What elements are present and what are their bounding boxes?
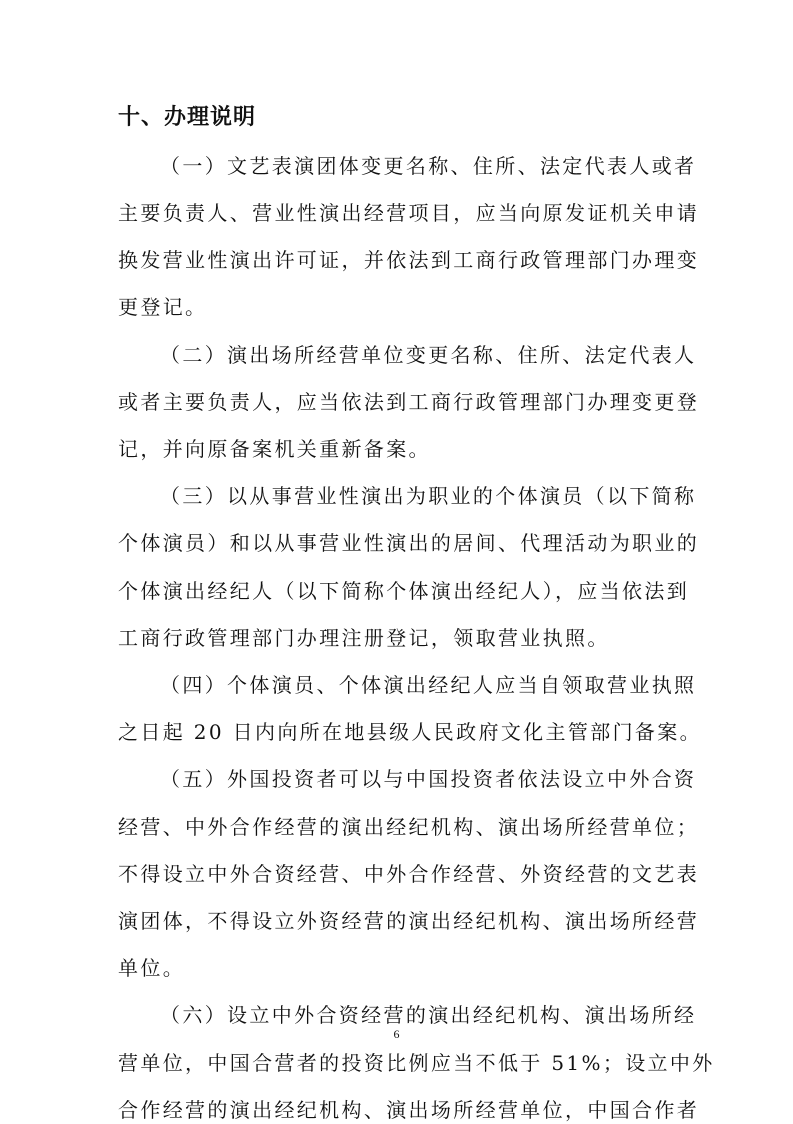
paragraph-1-line-2: 主要负责人、营业性演出经营项目，应当向原发证机关申请 (118, 201, 700, 225)
page-number: 6 (393, 1027, 400, 1041)
paragraph-5-line-1: （五）外国投资者可以与中国投资者依法设立中外合资 (160, 767, 697, 791)
paragraph-2-line-2: 或者主要负责人，应当依法到工商行政管理部门办理变更登 (118, 390, 700, 414)
paragraph-5-line-2: 经营、中外合作经营的演出经纪机构、演出场所经营单位； (118, 815, 700, 839)
paragraph-1-line-3: 换发营业性演出许可证，并依法到工商行政管理部门办理变 (118, 248, 700, 272)
paragraph-3-line-2: 个体演员）和以从事营业性演出的居间、代理活动为职业的 (118, 531, 700, 555)
paragraph-4-line-1: （四）个体演员、个体演出经纪人应当自领取营业执照 (160, 673, 697, 697)
section-heading: 十、办理说明 (118, 105, 257, 130)
paragraph-6-line-1: （六）设立中外合资经营的演出经纪机构、演出场所经 (160, 1003, 697, 1027)
paragraph-1-line-4: 更登记。 (118, 295, 208, 319)
paragraph-5-line-5: 单位。 (118, 956, 186, 980)
paragraph-4-line-2: 之日起 20 日内向所在地县级人民政府文化主管部门备案。 (118, 720, 702, 744)
paragraph-3-line-1: （三）以从事营业性演出为职业的个体演员（以下简称 (160, 484, 697, 508)
paragraph-5-line-4: 演团体，不得设立外资经营的演出经纪机构、演出场所经营 (118, 909, 700, 933)
paragraph-5-line-3: 不得设立中外合资经营、中外合作经营、外资经营的文艺表 (118, 862, 700, 886)
paragraph-2-line-3: 记，并向原备案机关重新备案。 (118, 437, 431, 461)
paragraph-6-line-3: 合作经营的演出经纪机构、演出场所经营单位，中国合作者 (118, 1098, 700, 1122)
paragraph-3-line-3: 个体演出经纪人（以下简称个体演出经纪人），应当依法到 (118, 579, 690, 603)
paragraph-3-line-4: 工商行政管理部门办理注册登记，领取营业执照。 (118, 626, 610, 650)
paragraph-6-line-2: 营单位，中国合营者的投资比例应当不低于 51%；设立中外 (118, 1051, 715, 1075)
paragraph-1-line-1: （一）文艺表演团体变更名称、住所、法定代表人或者 (160, 154, 697, 178)
paragraph-2-line-1: （二）演出场所经营单位变更名称、住所、法定代表人 (160, 343, 697, 367)
